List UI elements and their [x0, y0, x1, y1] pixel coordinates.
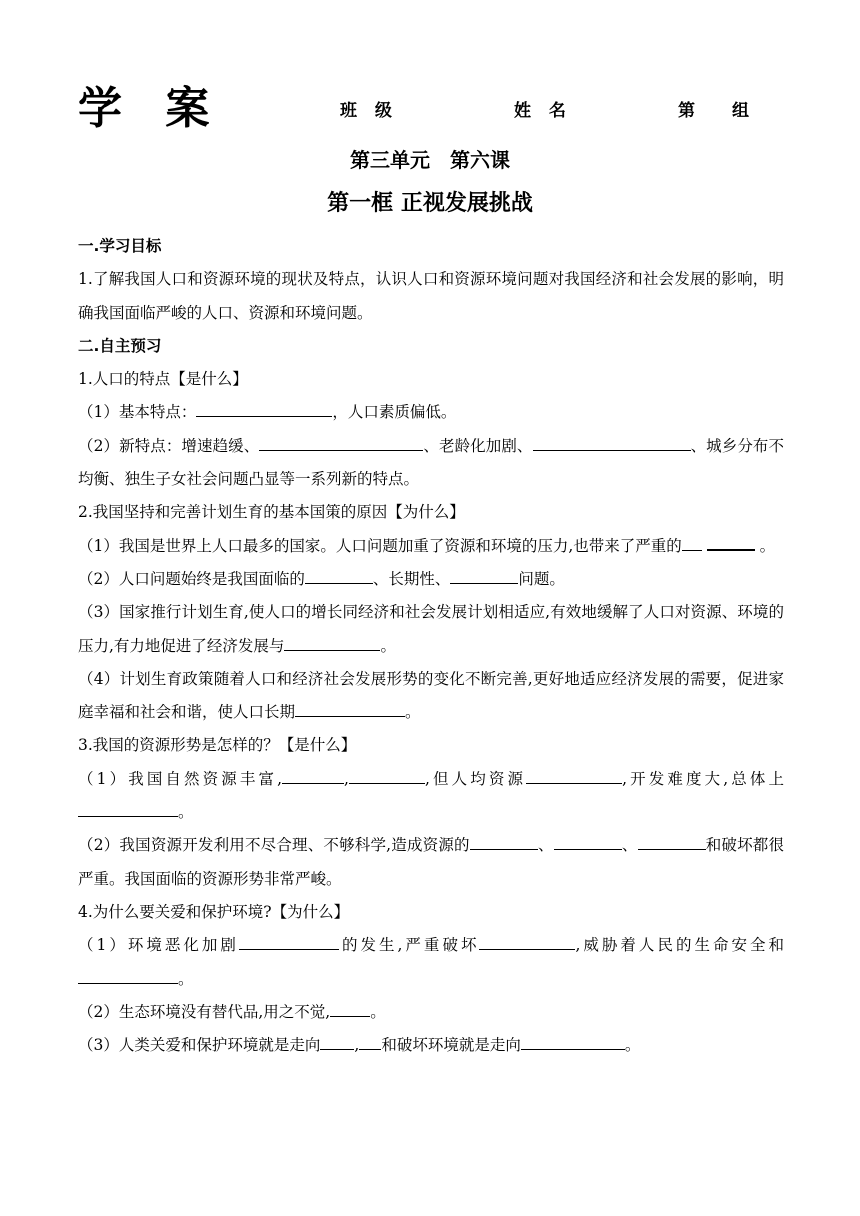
text-segment: （1）我国是世界上人口最多的国家。人口问题加重了资源和环境的压力,也带来了严重的 — [78, 536, 682, 555]
answer-blank[interactable] — [526, 766, 622, 783]
question-2-item-4 — [78, 663, 784, 730]
text-segment: 。 — [178, 969, 194, 988]
text-segment: （2）生态环境没有替代品,用之不觉, — [78, 1002, 331, 1021]
answer-blank[interactable] — [78, 800, 178, 817]
question-4-item-3 — [78, 1029, 784, 1062]
text-segment: 和破坏环境就是走向 — [381, 1036, 521, 1055]
group-label-suffix: 组 — [732, 101, 755, 121]
answer-blank[interactable] — [450, 567, 518, 584]
answer-blank[interactable] — [259, 434, 423, 451]
answer-blank[interactable] — [554, 833, 622, 850]
answer-blank[interactable] — [521, 1033, 625, 1050]
answer-blank[interactable] — [479, 933, 575, 950]
text-segment: （1）环境恶化加剧 — [78, 936, 239, 955]
answer-blank[interactable] — [305, 567, 373, 584]
text-segment: （3）国家推行计划生育,使人口的增长同经济和社会发展计划相适应,有效地缓解了人口对资源、环境的压力,有力地促进了经济发展与 — [78, 603, 784, 655]
text-segment: , — [354, 1036, 360, 1055]
question-4-item-1 — [78, 929, 784, 996]
answer-blank[interactable] — [707, 532, 755, 550]
text-segment: 。 — [380, 636, 396, 655]
text-segment: 问题。 — [518, 569, 565, 588]
section-heading-goals: 一.学习目标 — [78, 237, 162, 255]
text-segment: 、 — [621, 836, 638, 855]
question-1-item-1 — [78, 396, 784, 429]
text-segment: 。 — [624, 1036, 641, 1055]
question-4-item-2 — [78, 996, 784, 1029]
text-segment: 、长期性、 — [372, 569, 451, 588]
question-3: 3.我国的资源形势是怎样的？【是什么】 — [78, 736, 357, 755]
worksheet-title: 学 案 — [78, 83, 224, 134]
answer-blank[interactable] — [78, 966, 178, 983]
text-segment: （4）计划生育政策随着人口和经济社会发展形势的变化不断完善,更好地适应经济发展的需要，促进家庭幸福和社会和谐，使人口长期 — [78, 669, 784, 722]
question-2-item-1 — [78, 530, 784, 563]
answer-blank[interactable] — [282, 766, 344, 783]
answer-blank[interactable] — [330, 1000, 370, 1017]
text-segment: （2）我国资源开发利用不尽合理、不够科学,造成资源的 — [78, 836, 470, 855]
question-2-item-3 — [78, 596, 784, 663]
answer-blank[interactable] — [533, 434, 691, 451]
answer-blank[interactable] — [295, 700, 405, 717]
text-segment: 、城乡分布不均衡、独生子女社会问题凸显等一系列新的特点。 — [78, 436, 784, 489]
text-segment: ，人口素质偏低。 — [332, 403, 457, 422]
answer-blank[interactable] — [682, 533, 702, 550]
text-segment: 、 — [537, 836, 554, 855]
text-segment: 。 — [759, 536, 776, 555]
answer-blank[interactable] — [359, 1033, 381, 1050]
unit-title: 第三单元 第六课 — [350, 148, 510, 172]
lesson-title: 第一框 正视发展挑战 — [327, 190, 533, 216]
question-1-item-2 — [78, 430, 784, 497]
question-2: 2.我国坚持和完善计划生育的基本国策的原因【为什么】 — [78, 503, 465, 522]
text-segment: 的发生,严重破坏 — [338, 936, 480, 955]
text-segment: （2）新特点：增速趋缓、 — [78, 436, 260, 455]
question-2-item-2 — [78, 563, 784, 596]
name-label: 姓 名 — [514, 101, 572, 121]
question-4: 4.为什么要关爱和保护环境?【为什么】 — [78, 902, 350, 921]
class-label: 班 级 — [340, 101, 398, 121]
text-segment: ,威胁着人民的生命安全和 — [575, 936, 784, 955]
text-segment: 。 — [178, 803, 194, 822]
text-segment: 、老龄化加剧、 — [423, 436, 533, 455]
question-1: 1.人口的特点【是什么】 — [78, 370, 248, 389]
text-segment: ,开发难度大,总体上 — [622, 769, 784, 788]
text-segment: （2）人口问题始终是我国面临的 — [78, 569, 305, 588]
text-segment: 。 — [405, 703, 421, 722]
answer-blank[interactable] — [196, 400, 332, 417]
answer-blank[interactable] — [284, 633, 380, 650]
question-3-item-1 — [78, 763, 784, 830]
answer-blank[interactable] — [239, 933, 339, 950]
answer-blank[interactable] — [349, 766, 425, 783]
worksheet-body — [78, 230, 784, 1062]
text-segment: , — [344, 769, 349, 788]
question-3-item-2 — [78, 829, 784, 896]
text-segment: （1）我国自然资源丰富, — [78, 769, 283, 788]
text-segment: （1）基本特点： — [78, 403, 197, 422]
text-segment: ,但人均资源 — [424, 769, 527, 788]
answer-blank[interactable] — [320, 1033, 354, 1050]
answer-blank[interactable] — [470, 833, 538, 850]
text-segment: 。 — [370, 1002, 386, 1021]
text-segment: 和破坏都很严重。我国面临的资源形势非常严峻。 — [78, 836, 784, 888]
goal-text: 1.了解我国人口和资源环境的现状及特点，认识人口和资源环境问题对我国经济和社会发展的影响，明确我国面临严峻的人口、资源和环境问题。 — [78, 270, 784, 322]
answer-blank[interactable] — [638, 833, 706, 850]
text-segment: （3）人类关爱和保护环境就是走向 — [78, 1036, 321, 1055]
group-label-prefix: 第 — [678, 101, 701, 121]
section-heading-preview: 二.自主预习 — [78, 336, 162, 355]
